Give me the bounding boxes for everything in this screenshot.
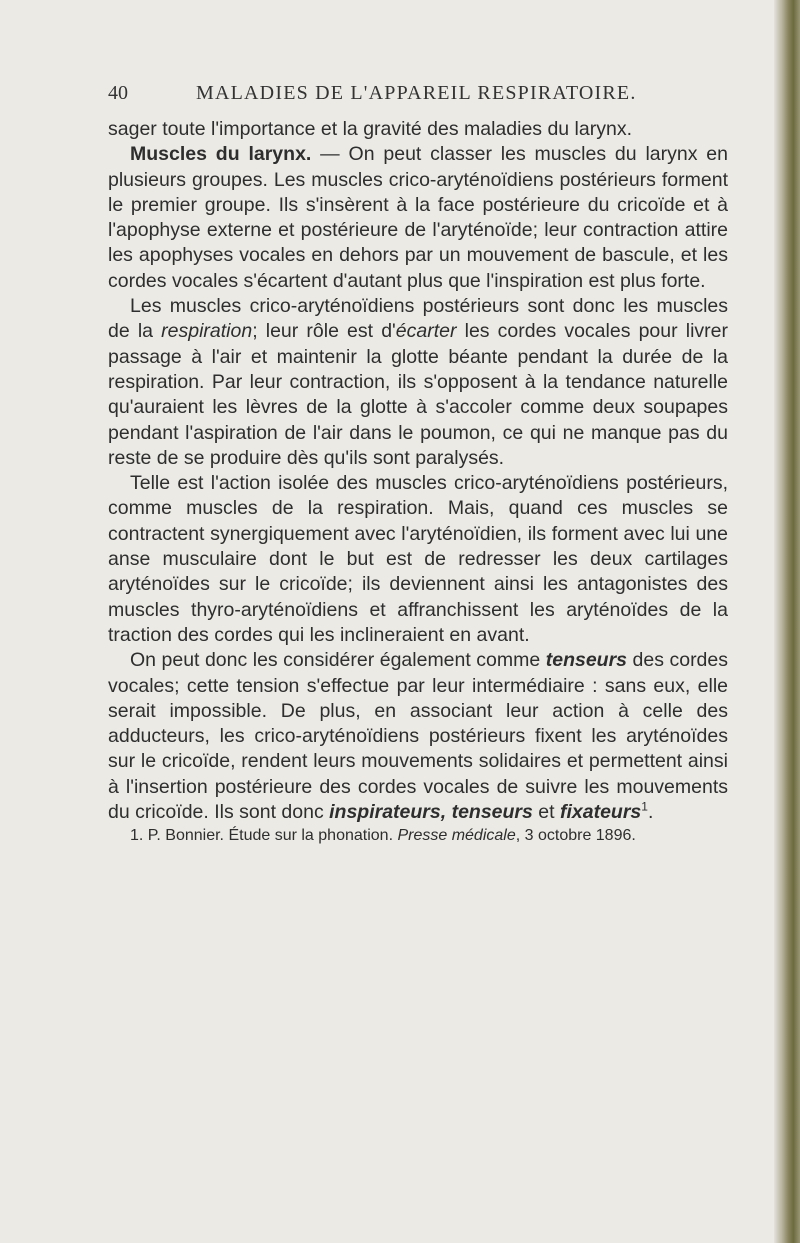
paragraph-2: Muscles du larynx. — On peut classer les muscles du larynx en plusieurs groupes. Les muscles crico-aryténoïdiens postérieurs forment le premier groupe. Ils s'insèrent à la face postérieure du cricoïde et à l'apophyse externe et postérieure de l'aryténoïde; leur contraction attire les apophyses vocales en dehors par un mouvement de bascule, et les cordes vocales s'écartent d'autant plus que l'inspiration est plus forte. (108, 143, 728, 292)
body-text (108, 117, 728, 847)
footnote-marker: 1 (641, 799, 648, 814)
section-heading: Muscles du larynx. (130, 143, 312, 166)
book-binding-edge (774, 0, 800, 1243)
running-title: MALADIES DE L'APPAREIL RESPIRATOIRE. (196, 82, 637, 104)
page-header (0, 82, 780, 112)
paragraph-1: sager toute l'importance et la gravité des maladies du larynx. (108, 118, 632, 140)
footnote: 1. P. Bonnier. Étude sur la phonation. Presse médicale, 3 octobre 1896. (130, 827, 636, 845)
paragraph-5: On peut donc les considérer également comme tenseurs des cordes vocales; cette tension s'effectue par leur intermédiaire : sans eux, elle serait impossible. De plus, en associant leur action à celle des adducteurs, les crico-aryténoïdiens postérieurs fixent les aryténoïdes sur le cricoïde, rendent leurs mouvements solidaires et permettent ainsi à l'insertion postérieure des cordes vocales de suivre les mouvements du cricoïde. Ils sont donc inspirateurs, tenseurs et fixateurs$^1$. (108, 649, 729, 824)
paragraph-3: Les muscles crico-aryténoïdiens postérieurs sont donc les muscles de la respiration; leur rôle est d'écarter les cordes vocales pour livrer passage à l'air et maintenir la glotte béante pendant la durée de la respiration. Par leur contraction, ils s'opposent à la tendance naturelle qu'auraient les lèvres de la glotte à s'accoler comme deux soupapes pendant l'aspiration de l'air dans le poumon, ce qui ne manque pas du reste de se produire dès qu'ils sont paralysés. (108, 295, 728, 469)
page-number: 40 (108, 82, 128, 104)
paragraph-4: Telle est l'action isolée des muscles crico-aryténoïdiens postérieurs, comme muscles de la respiration. Mais, quand ces muscles se contractent synergiquement avec l'aryténoïdien, ils forment avec lui une anse musculaire dont le but est de redresser les deux cartilages aryténoïdes sur le cricoïde; ils deviennent ainsi les antagonistes des muscles thyro-aryténoïdiens et affranchissent les aryténoïdes de la traction des cordes qui les inclineraient en avant. (108, 472, 728, 646)
